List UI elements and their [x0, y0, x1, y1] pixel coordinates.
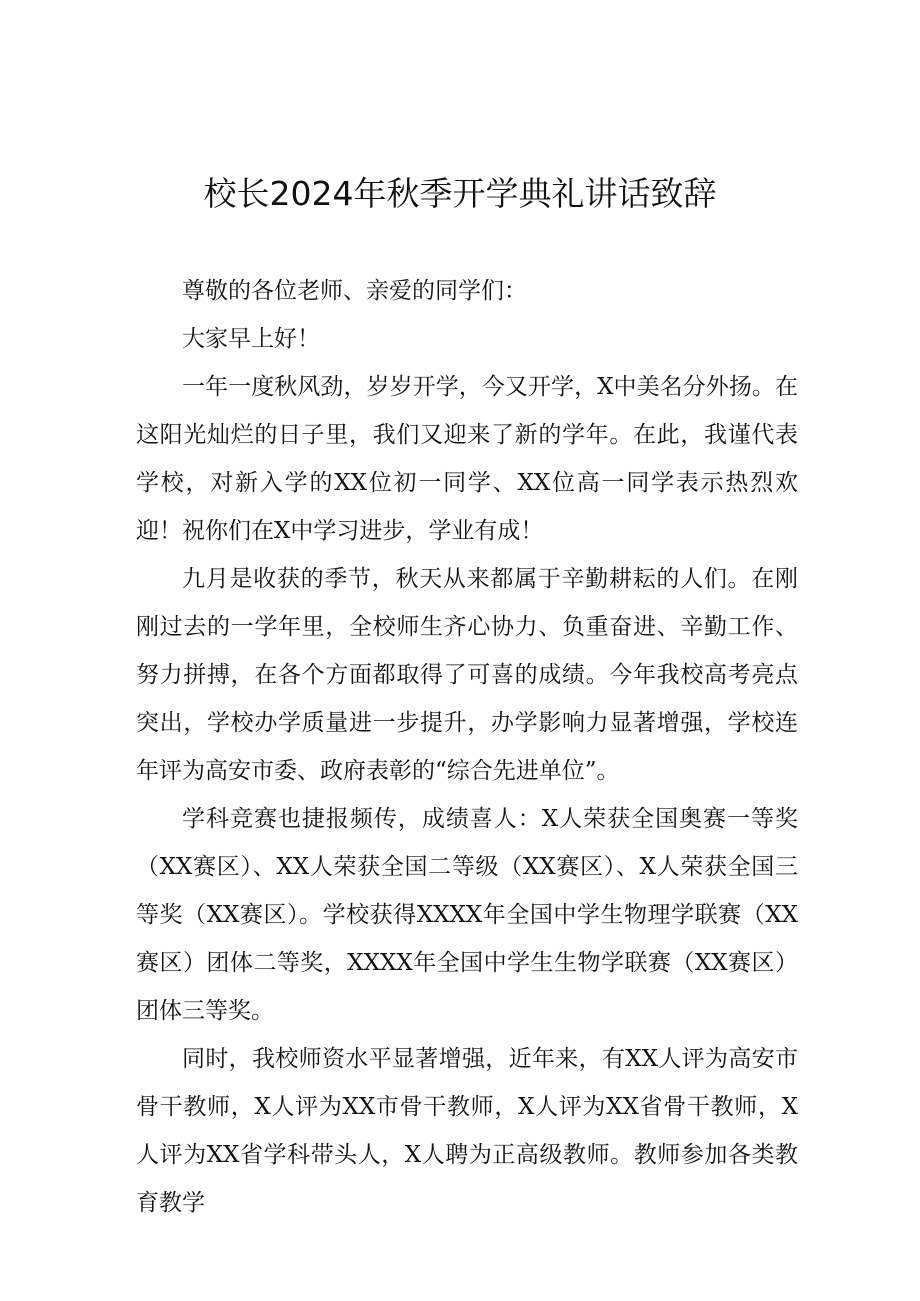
body-paragraph: 一年一度秋风劲，岁岁开学，今又开学，X中美名分外扬。在这阳光灿烂的日子里，我们又迎来了新的学年。在此，我谨代表学校，对新入学的XX位初一同学、XX位高一同学表示热烈欢迎！祝你们在X中学习进步，学业有成！ — [136, 374, 798, 544]
body-paragraph: 九月是收获的季节，秋天从来都属于辛勤耕耘的人们。在刚刚过去的一学年里，全校师生齐心协力、负重奋进、辛勤工作、努力拼搏，在各个方面都取得了可喜的成绩。今年我校高考亮点突出，学校办学质量进一步提升，办学影响力显著增强，学校连年评为高安市委、政府表彰的“综合先进单位”。 — [136, 566, 798, 784]
salutation-paragraph: 尊敬的各位老师、亲爱的同学们： — [182, 278, 527, 304]
body-paragraph: 同时，我校师资水平显著增强，近年来，有XX人评为高安市骨干教师，X人评为XX市骨干教师，X人评为XX省骨干教师，X人评为XX省学科带头人，X人聘为正高级教师。教师参加各类教育教学 — [136, 1046, 798, 1216]
body-paragraph: 学科竞赛也捷报频传，成绩喜人：X人荣获全国奥赛一等奖（XX赛区）、XX人荣获全国二等级（XX赛区）、X人荣获全国三等奖（XX赛区）。学校获得XXXX年全国中学生物理学联赛（XX赛区）团体二等奖，XXXX年全国中学生生物学联赛（XX赛区）团体三等奖。 — [136, 806, 798, 1024]
document-body — [136, 267, 798, 1227]
greeting-paragraph: 大家早上好！ — [182, 326, 320, 352]
document-title: 校长2024年秋季开学典礼讲话致辞 — [203, 174, 717, 213]
